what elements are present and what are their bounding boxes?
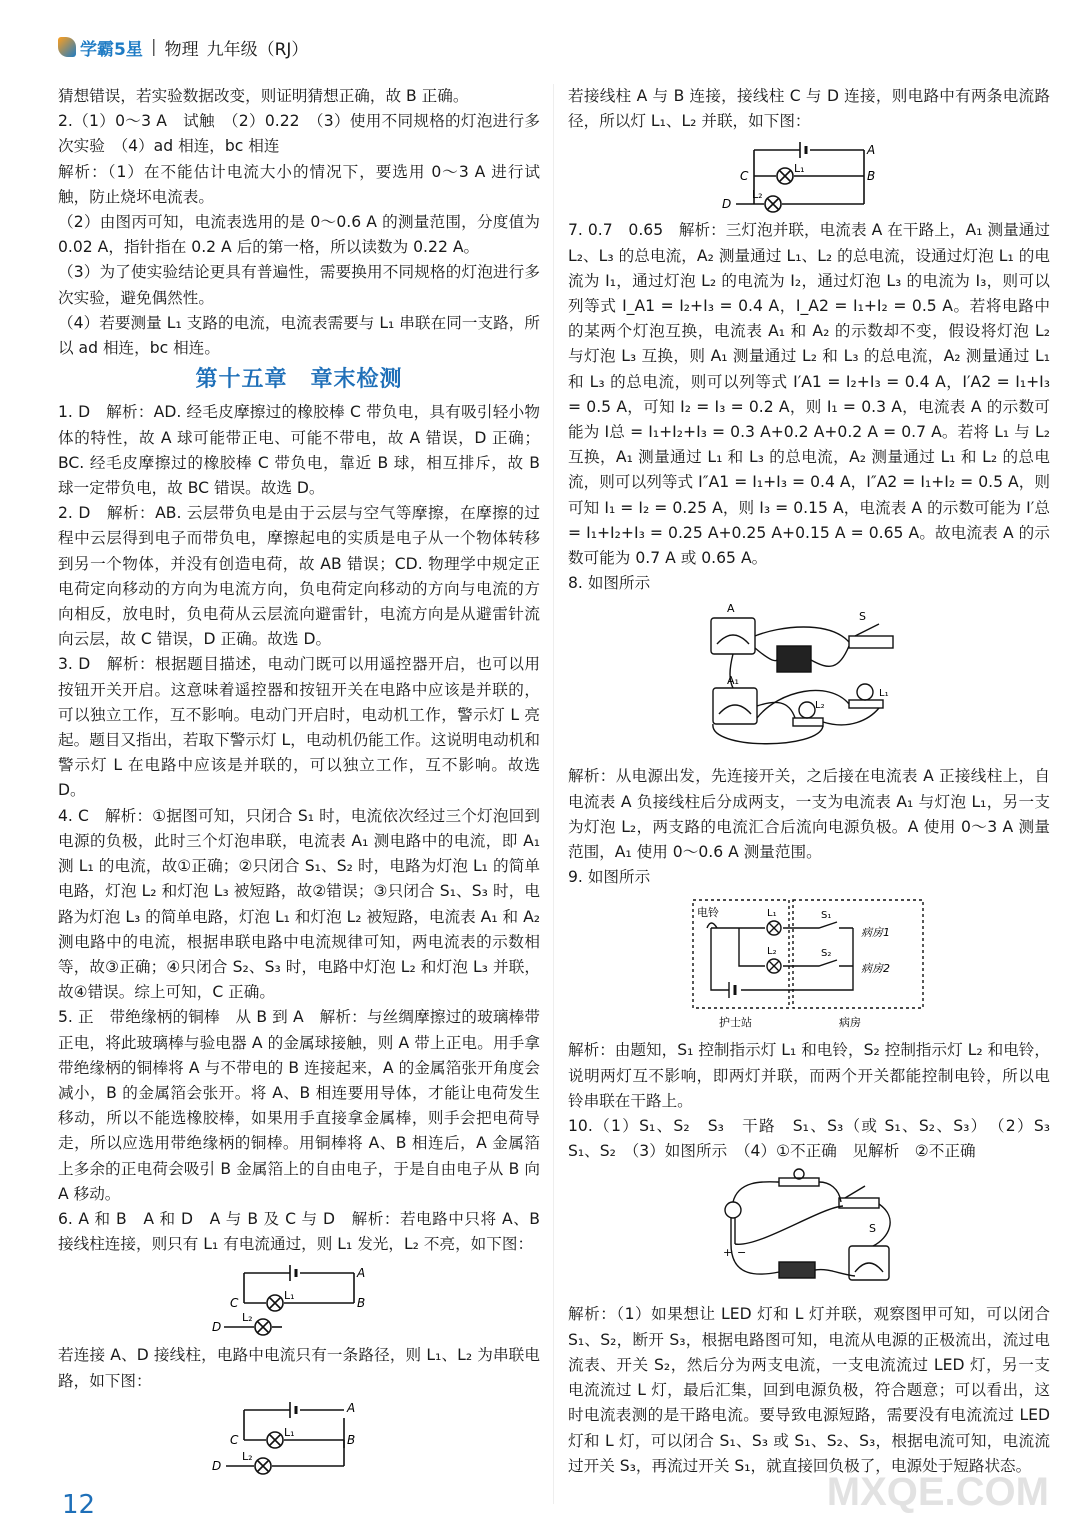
answer-8: 8. 如图所示 [568,574,651,593]
circuit-diagram-q9 [568,894,1050,1034]
lamp-l1-label: L₁ [284,1289,295,1303]
watermark: MXQE.COM [826,1470,1049,1514]
lamp-l1-label: L₁ [879,688,889,700]
paragraph: 解析：由题知，S₁ 控制指示灯 L₁ 和电铃，S₂ 控制指示灯 L₂ 和电铃，说明两灯互不影响，即两灯并联，而两个开关都能控制电铃，所以电铃串联在干路上。 [568,1041,1050,1110]
header-subject: 物理 [164,39,199,60]
brand-name: 学霸5星 [80,39,143,60]
column-divider [553,84,554,1504]
terminal-c-label: C [740,169,749,184]
lamp-l1-label: L₁ [284,1425,295,1439]
paragraph: 解析：（1）在不能估计电流大小的情况下，要选用 0～3 A 进行试触，防止烧坏电流表。 [58,162,540,206]
terminal-d-label: D [212,1458,222,1473]
answer-7: 7. 0.7 0.65 解析：三灯泡并联，电流表 A 在干路上，A₁ 测量通过 L₂、L₃ 的总电流，A₂ 测量通过 L₁、L₂ 的总电流，设通过灯泡 L₁ 的电流为 I₁，通过灯泡 L₂ 的电流为 I₂，通过灯泡 L₃ 的电流为 I₃，则可以列等式 I_A1 = I₂+I₃ = 0.4 A，I_A2 = I₁+I₂ = 0.5 A。若将电路中的某两个灯泡互换，电流表 A₁ 和 A₂ 的示数却不变，假设将灯泡 L₂ 与灯泡 L₃ 互换，则 A₁ 测量通过 L₂ 和 L₃ 的总电流，A₂ 测量通过 L₁ 和 L₃ 的总电流，则可以列等式 I′A1 = I₂+I₃ = 0.4 A，I′A2 = I₁+I₃ = 0.5 A，可知 I₂ = I₃ = 0.2 A，则 I₁ = 0.3 A，电流表 A 的示数可能为 I总 = I₁+I₂+I₃ = 0.3 A+0.2 A+0.2 A = 0.7 A。若将 L₁ 与 L₂ 互换，A₁ 测量通过 L₁ 和 L₃ 的总电流，A₂ 测量通过 L₁ 和 L₂ 的总电流，则可以列等式 I″A1 = I₁+I₃ = 0.4 A，I″A2 = I₁+I₂ = 0.5 A，则可知 I₁ = I₂ = 0.25 A，则 I₃ = 0.15 A，电流表 A 的示数可能为 I′总 = I₁+I₂+I₃ = 0.25 A+0.25 A+0.15 A = 0.65 A。故电流表 A 的示数可能为 0.7 A 或 0.65 A。 [568,221,1050,568]
switch-s-label: S [869,1222,876,1236]
terminal-b-label: B [347,1432,356,1447]
terminal-b-label: B [357,1296,366,1311]
chapter-title: 第十五章 章末检测 [195,366,403,393]
terminal-c-label: C [230,1432,239,1447]
switch-s1-label: S₁ [821,910,832,922]
answer-2-chapter: 2. D 解析：AB. 云层带负电是由于云层与空气等摩擦，在摩擦的过程中云层得到电子而带负电，摩擦起电的实质是电子从一个物体转移到另一个物体，并没有创造电荷，故 AB 错误；CD. 物理学中规定正电荷定向移动的方向为电流方向，负电荷定向移动的方向与电流的方向相反，放电时，负电荷从云层流向避雷针，电流方向是从避雷针流向云层，故 C 错误，D 正确。故选 D。 [58,504,540,649]
circuit-diagram-ab [58,1261,540,1339]
paragraph: 若接线柱 A 与 B 连接，接线柱 C 与 D 连接，则电路中有两条电流路径，所以灯 L₁、L₂ 并联，如下图： [568,87,1050,131]
answer-1: 1. D 解析：AD. 经毛皮摩擦过的橡胶棒 C 带负电，具有吸引轻小物体的特性，故 A 球可能带正电、可能不带电，故 A 错误，D 正确；BC. 经毛皮摩擦过的橡胶棒 C 带负电，靠近 B 球，相互排斥，故 B 球一定带负电，故 BC 错误。故选 D。 [58,403,540,498]
ammeter-a1-label: A₁ [727,674,739,688]
lamp-l2-label: L₂ [815,700,825,712]
paragraph: 解析：从电源出发，先连接开关，之后接在电流表 A 正接线柱上，自电流表 A 负接线柱后分成两支，一支为电流表 A₁ 与灯泡 L₁，另一支为灯泡 L₂，两支路的电流汇合后流向电源负极。A 使用 0～3 A 测量范围，A₁ 使用 0～0.6 A 测量范围。 [568,767,1050,862]
paragraph: （3）为了使实验结论更具有普遍性，需要换用不同规格的灯泡进行多次实验，避免偶然性。 [58,263,540,307]
answer-5: 5. 正 带绝缘柄的铜棒 从 B 到 A 解析：与丝绸摩擦过的玻璃棒带正电，将此玻璃棒与验电器 A 的金属球接触，则 A 带上正电。用手拿带绝缘柄的铜棒将 A 与不带电的 B 连接起来，A 的金属箔张开角度会减小，B 的金属箔会张开。将 A、B 相连要用导体，才能让电荷发生移动，所以不能选橡胶棒，如果用手直接拿金属棒，则手会把电荷导走，所以应选用带绝缘柄的铜棒。用铜棒将 A、B 相连后，A 金属箔上多余的正电荷会吸引 B 金属箔上的自由电子，于是自由电子从 B 向 A 移动。 [58,1008,540,1203]
switch-s-label: S [859,610,866,624]
right-column [568,84,1066,1479]
room2-label: 病房2 [861,962,890,976]
paragraph: 猜想错误，若实验数据改变，则证明猜想正确，故 B 正确。 [58,87,469,105]
paragraph: （2）由图丙可知，电流表选用的是 0～0.6 A 的测量范围，分度值为 0.02 A，指针指在 0.2 A 后的第一格，所以读数为 0.22 A。 [58,213,540,257]
lamp-l1-label: L₁ [767,908,777,920]
answer-6: 6. A 和 B A 和 D A 与 B 及 C 与 D 解析：若电路中只将 A、B 接线柱连接，则只有 L₁ 有电流通过，则 L₁ 发光，L₂ 不亮，如下图： [58,1209,540,1254]
circuit-diagram-parallel [568,138,1050,214]
page-number: 12 [62,1490,96,1520]
answer-9: 9. 如图所示 [568,868,651,887]
terminal-d-label: D [212,1320,222,1335]
header-separator: | [150,37,157,57]
terminal-c-label: C [230,1296,239,1311]
terminal-a-label: A [357,1266,366,1281]
ammeter-a-label: A [727,602,735,616]
ward-label: 病房 [839,1016,861,1030]
left-column [58,84,540,1482]
lamp-l2-label: L₂ [242,1449,253,1463]
paragraph: （4）若要测量 L₁ 支路的电流，电流表需要与 L₁ 串联在同一支路，所以 ad 相连，bc 相连。 [58,313,540,358]
lamp-l1-label: L₁ [794,162,805,176]
answer-10: 10.（1）S₁、S₂ S₃ 干路 S₁、S₃（或 S₁、S₂、S₃） （2）S₃ S₁、S₂ （3）如图所示 （4）①不正确 见解析 ②不正确 [568,1117,1066,1161]
terminal-d-label: D [722,197,732,212]
brand-logo-icon [58,37,76,57]
physical-circuit-q10 [568,1168,1050,1298]
switch-s2-label: S₂ [821,948,832,960]
terminal-a-label: A [867,143,876,158]
header-grade: 九年级（RJ） [206,39,309,60]
lamp-l2-label: L₂ [767,946,777,958]
answer-3: 3. D 解析：根据题目描述，电动门既可以用遥控器开启，也可以用按钮开关开启。这意味着遥控器和按钮开关在电路中应该是并联的，可以独立工作，互不影响。电动门开启时，电动机工作，警示灯 L 亮起。题目又指出，若取下警示灯 L，电动机仍能工作。这说明电动机和警示灯 L 在电路中应该是并联的，可以独立工作，互不影响。故选 D。 [58,655,540,800]
physical-circuit-q8 [568,600,1050,760]
answer-2: 2.（1）0～3 A 试触 （2）0.22 （3）使用不同规格的灯泡进行多次实验 （4）ad 相连，bc 相连 [58,112,540,156]
lamp-l2-label: L₂ [752,188,763,202]
lamp-l2-label: L₂ [242,1311,253,1325]
plus-sign: + [723,1246,733,1260]
page-header [58,22,308,72]
brand-logo [58,35,143,60]
nurse-station-label: 护士站 [719,1016,752,1030]
bell-label: 电铃 [697,906,719,920]
minus-sign: − [737,1246,747,1260]
circuit-diagram-ad [58,1398,540,1478]
room1-label: 病房1 [861,926,890,940]
terminal-a-label: A [347,1400,356,1415]
answer-4: 4. C 解析：①据图可知，只闭合 S₁ 时，电流依次经过三个灯泡回到电源的负极，此时三个灯泡串联，电流表 A₁ 测电路中的电流，即 A₁ 测 L₁ 的电流，故①正确；②只闭合 S₁、S₂ 时，电路为灯泡 L₁ 的简单电路，灯泡 L₂ 和灯泡 L₃ 被短路，故②错误；③只闭合 S₁、S₃ 时，电路为灯泡 L₃ 的简单电路，灯泡 L₁ 和灯泡 L₂ 被短路，电流表 A₁ 和 A₂ 测电路中的电流，根据串联电路中电流规律可知，两电流表的示数相等，故③正确；④只闭合 S₂、S₃ 时，电路中灯泡 L₂ 和灯泡 L₃ 并联，故④错误。综上可知，C 正确。 [58,806,540,1002]
paragraph: 解析：（1）如果想让 LED 灯和 L 灯并联，观察图甲可知，可以闭合 S₁、S₂，断开 S₃，根据电路图可知，电流从电源的正极流出，流过电流表、开关 S₂，然后分为两支电流，一支电流流过 LED 灯，另一支电流流过 L 灯，最后汇集，回到电源负极，符合题意；可以看出，这时电流表测的是干路电流。要导致电源短路，需要没有电流流过 LED 灯和 L 灯，可以闭合 S₁、S₃ 或 S₁、S₂、S₃，根据电流可知，电流流过开关 S₃，再流过开关 S₁，就直接回负极了，电源处于短路状态。 [568,1305,1050,1475]
terminal-b-label: B [867,169,876,184]
paragraph: 若连接 A、D 接线柱，电路中电流只有一条路径，则 L₁、L₂ 为串联电路，如下图： [58,1346,540,1390]
